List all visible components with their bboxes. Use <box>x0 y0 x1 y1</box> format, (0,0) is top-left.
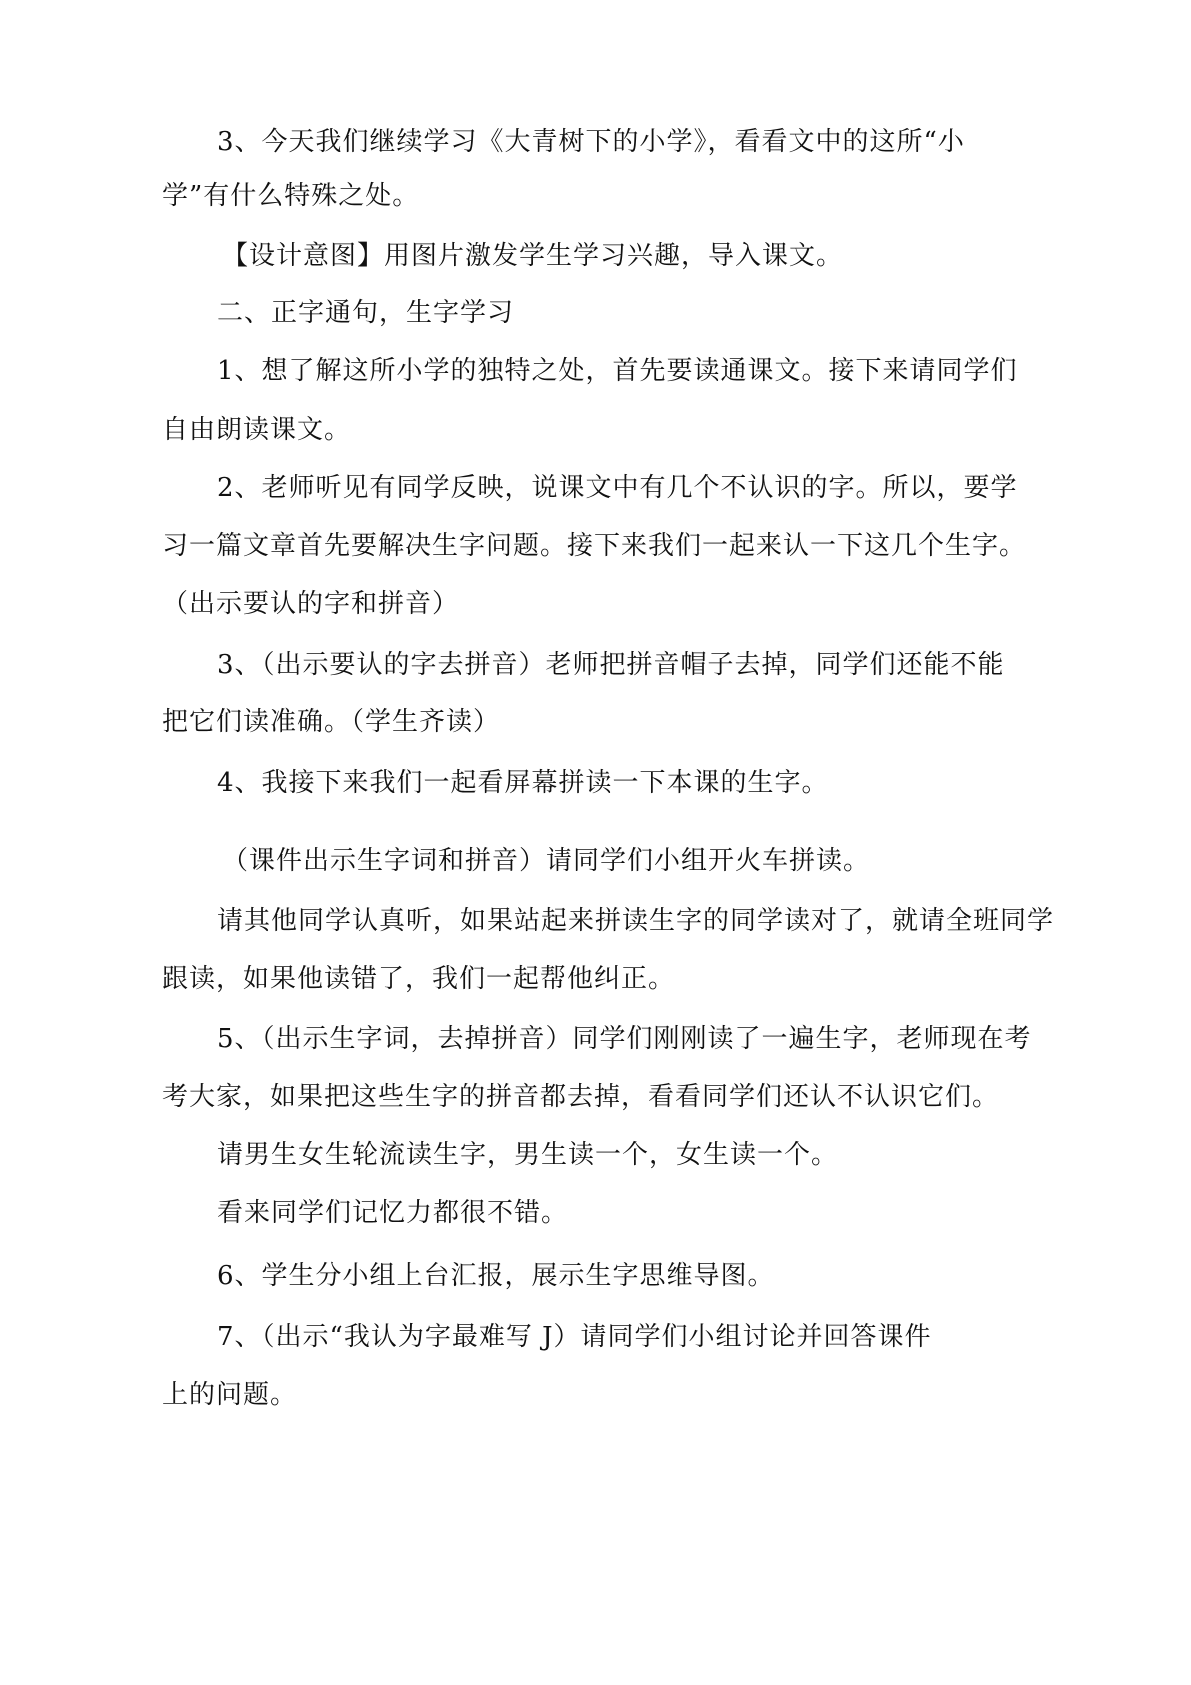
item-2-line-2: 习一篇文章首先要解决生字问题。接下来我们一起来认一下这几个生字。 <box>162 531 1027 561</box>
item-6-line-1: 6、学生分小组上台汇报，展示生字思维导图。 <box>217 1261 775 1291</box>
item-1-line-2: 自由朗读课文。 <box>162 415 352 445</box>
item-5-line-3: 请男生女生轮流读生字，男生读一个，女生读一个。 <box>217 1140 839 1170</box>
item-5-line-1: 5、（出示生字词，去掉拼音）同学们刚刚读了一遍生字，老师现在考 <box>217 1024 1032 1054</box>
item-4-line-2: （课件出示生字词和拼音）请同学们小组开火车拼读。 <box>222 846 871 876</box>
item-2-line-3: （出示要认的字和拼音） <box>162 589 460 619</box>
item-4-line-4: 跟读，如果他读错了，我们一起帮他纠正。 <box>162 964 676 994</box>
item-5-line-4: 看来同学们记忆力都很不错。 <box>217 1198 569 1228</box>
item-2-line-1: 2、老师听见有同学反映，说课文中有几个不认识的字。所以，要学 <box>217 473 1018 503</box>
design-intent-line: 【设计意图】用图片激发学生学习兴趣，导入课文。 <box>222 241 844 271</box>
item-3-line-2: 把它们读准确。（学生齐读） <box>162 707 501 737</box>
item-4-line-1: 4、我接下来我们一起看屏幕拼读一下本课的生字。 <box>217 768 829 798</box>
paragraph-3-intro-line-1: 3、今天我们继续学习《大青树下的小学》，看看文中的这所“小 <box>217 127 965 157</box>
item-3-line-1: 3、（出示要认的字去拼音）老师把拼音帽子去掉，同学们还能不能 <box>217 650 1005 680</box>
item-4-line-3: 请其他同学认真听，如果站起来拼读生字的同学读对了，就请全班同学 <box>217 906 1055 936</box>
item-7-line-2: 上的问题。 <box>162 1380 298 1410</box>
paragraph-3-intro-line-2: 学”有什么特殊之处。 <box>162 181 420 211</box>
item-7-line-1: 7、（出示“我认为字最难写 J）请同学们小组讨论并回答课件 <box>217 1322 932 1352</box>
item-1-line-1: 1、想了解这所小学的独特之处，首先要读通课文。接下来请同学们 <box>217 356 1018 386</box>
section-heading-2: 二、正字通句，生字学习 <box>217 298 515 328</box>
item-5-line-2: 考大家，如果把这些生字的拼音都去掉，看看同学们还认不认识它们。 <box>162 1082 1000 1112</box>
